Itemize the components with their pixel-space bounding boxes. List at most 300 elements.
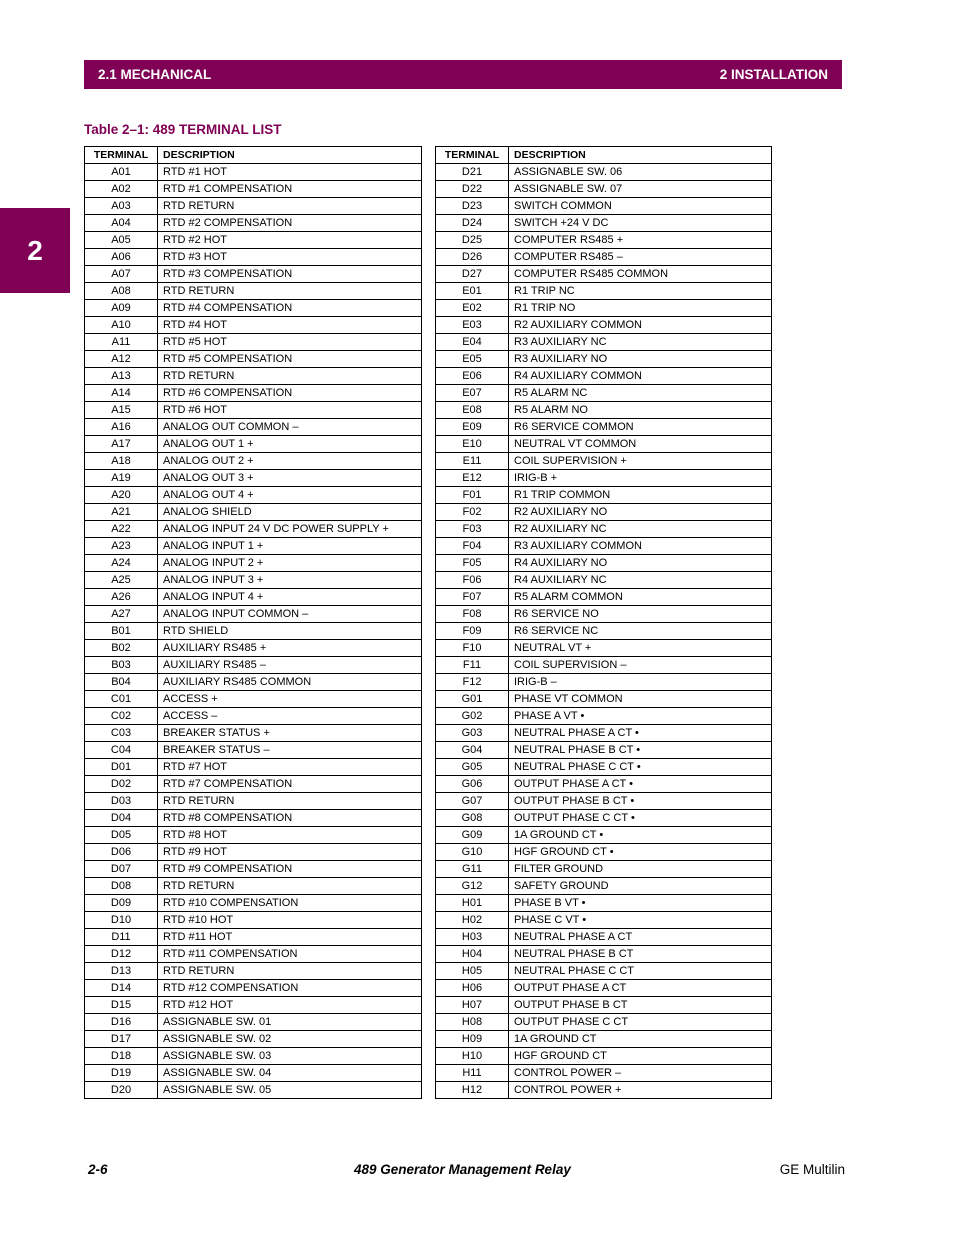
table-row xyxy=(85,742,422,759)
description-cell: OUTPUT PHASE C CT • xyxy=(509,810,772,827)
terminal-cell: H12 xyxy=(436,1082,509,1099)
table-row xyxy=(436,742,772,759)
table-row xyxy=(85,555,422,572)
table-row xyxy=(436,164,772,181)
description-cell: RTD #4 HOT xyxy=(158,317,422,334)
table-body xyxy=(436,164,772,1099)
column-header-terminal: TERMINAL xyxy=(436,147,509,164)
description-cell: HGF GROUND CT • xyxy=(509,844,772,861)
table-row xyxy=(85,487,422,504)
terminal-cell: H02 xyxy=(436,912,509,929)
description-cell: ANALOG OUT 4 + xyxy=(158,487,422,504)
description-cell: RTD RETURN xyxy=(158,793,422,810)
table-row xyxy=(85,470,422,487)
column-header-terminal: TERMINAL xyxy=(85,147,158,164)
table-row xyxy=(85,215,422,232)
terminal-cell: D12 xyxy=(85,946,158,963)
terminal-cell: A01 xyxy=(85,164,158,181)
terminal-cell: F10 xyxy=(436,640,509,657)
description-cell: RTD SHIELD xyxy=(158,623,422,640)
terminal-cell: F05 xyxy=(436,555,509,572)
description-cell: ANALOG INPUT 4 + xyxy=(158,589,422,606)
terminal-cell: A10 xyxy=(85,317,158,334)
table-row xyxy=(436,181,772,198)
table-row xyxy=(85,351,422,368)
table-row xyxy=(85,1031,422,1048)
terminal-cell: E12 xyxy=(436,470,509,487)
table-row xyxy=(436,334,772,351)
terminal-cell: A08 xyxy=(85,283,158,300)
description-cell: RTD #2 COMPENSATION xyxy=(158,215,422,232)
description-cell: R3 AUXILIARY NO xyxy=(509,351,772,368)
terminal-cell: D09 xyxy=(85,895,158,912)
description-cell: BREAKER STATUS – xyxy=(158,742,422,759)
terminal-cell: D08 xyxy=(85,878,158,895)
terminal-cell: F09 xyxy=(436,623,509,640)
terminal-cell: B04 xyxy=(85,674,158,691)
description-cell: RTD #12 HOT xyxy=(158,997,422,1014)
description-cell: RTD #3 COMPENSATION xyxy=(158,266,422,283)
terminal-cell: D01 xyxy=(85,759,158,776)
document-title: 489 Generator Management Relay xyxy=(354,1162,571,1177)
terminal-cell: G10 xyxy=(436,844,509,861)
table-row xyxy=(85,997,422,1014)
terminal-cell: A07 xyxy=(85,266,158,283)
description-cell: RTD #9 COMPENSATION xyxy=(158,861,422,878)
description-cell: R5 ALARM NO xyxy=(509,402,772,419)
table-row xyxy=(85,657,422,674)
table-row xyxy=(436,198,772,215)
terminal-cell: A05 xyxy=(85,232,158,249)
terminal-cell: A27 xyxy=(85,606,158,623)
chapter-tab xyxy=(0,208,70,293)
terminal-cell: E08 xyxy=(436,402,509,419)
table-row xyxy=(85,980,422,997)
description-cell: CONTROL POWER + xyxy=(509,1082,772,1099)
section-title: 2.1 MECHANICAL xyxy=(98,67,212,82)
table-row xyxy=(436,317,772,334)
table-row xyxy=(85,283,422,300)
description-cell: RTD #8 HOT xyxy=(158,827,422,844)
terminal-cell: E11 xyxy=(436,453,509,470)
terminal-cell: H01 xyxy=(436,895,509,912)
terminal-cell: H11 xyxy=(436,1065,509,1082)
terminal-cell: D15 xyxy=(85,997,158,1014)
terminal-cell: F12 xyxy=(436,674,509,691)
terminal-cell: D11 xyxy=(85,929,158,946)
terminal-cell: D13 xyxy=(85,963,158,980)
table-row xyxy=(436,878,772,895)
description-cell: ANALOG SHIELD xyxy=(158,504,422,521)
terminal-cell: D27 xyxy=(436,266,509,283)
description-cell: R2 AUXILIARY NO xyxy=(509,504,772,521)
description-cell: RTD #12 COMPENSATION xyxy=(158,980,422,997)
terminal-cell: A04 xyxy=(85,215,158,232)
description-cell: RTD #11 COMPENSATION xyxy=(158,946,422,963)
table-header-row xyxy=(85,147,422,164)
column-header-description: DESCRIPTION xyxy=(509,147,772,164)
terminal-cell: H07 xyxy=(436,997,509,1014)
description-cell: COMPUTER RS485 – xyxy=(509,249,772,266)
table-row xyxy=(436,572,772,589)
table-row xyxy=(436,980,772,997)
terminal-cell: A11 xyxy=(85,334,158,351)
terminal-cell: A23 xyxy=(85,538,158,555)
description-cell: RTD #5 HOT xyxy=(158,334,422,351)
description-cell: ASSIGNABLE SW. 06 xyxy=(509,164,772,181)
terminal-cell: E07 xyxy=(436,385,509,402)
terminal-cell: E09 xyxy=(436,419,509,436)
terminal-cell: F03 xyxy=(436,521,509,538)
description-cell: RTD #7 HOT xyxy=(158,759,422,776)
description-cell: COMPUTER RS485 COMMON xyxy=(509,266,772,283)
description-cell: NEUTRAL PHASE A CT xyxy=(509,929,772,946)
table-row xyxy=(436,793,772,810)
terminal-cell: E03 xyxy=(436,317,509,334)
description-cell: RTD #2 HOT xyxy=(158,232,422,249)
terminal-cell: H09 xyxy=(436,1031,509,1048)
terminal-cell: A18 xyxy=(85,453,158,470)
terminal-cell: D17 xyxy=(85,1031,158,1048)
terminal-cell: F01 xyxy=(436,487,509,504)
description-cell: ASSIGNABLE SW. 04 xyxy=(158,1065,422,1082)
table-row xyxy=(436,1065,772,1082)
description-cell: NEUTRAL PHASE B CT xyxy=(509,946,772,963)
description-cell: ANALOG OUT COMMON – xyxy=(158,419,422,436)
page-number: 2-6 xyxy=(88,1162,108,1177)
terminal-cell: D07 xyxy=(85,861,158,878)
table-row xyxy=(85,776,422,793)
terminal-cell: A19 xyxy=(85,470,158,487)
terminal-cell: D23 xyxy=(436,198,509,215)
terminal-cell: E01 xyxy=(436,283,509,300)
description-cell: PHASE A VT • xyxy=(509,708,772,725)
table-row xyxy=(436,453,772,470)
terminal-cell: G05 xyxy=(436,759,509,776)
description-cell: R1 TRIP COMMON xyxy=(509,487,772,504)
table-row xyxy=(436,538,772,555)
description-cell: RTD RETURN xyxy=(158,368,422,385)
table-row xyxy=(85,317,422,334)
table-row xyxy=(85,368,422,385)
terminal-cell: G12 xyxy=(436,878,509,895)
terminal-cell: F08 xyxy=(436,606,509,623)
description-cell: PHASE VT COMMON xyxy=(509,691,772,708)
table-row xyxy=(436,861,772,878)
terminal-cell: E10 xyxy=(436,436,509,453)
table-header-row xyxy=(436,147,772,164)
table-row xyxy=(436,1014,772,1031)
terminal-cell: F02 xyxy=(436,504,509,521)
table-row xyxy=(436,470,772,487)
description-cell: R6 SERVICE COMMON xyxy=(509,419,772,436)
terminal-cell: E06 xyxy=(436,368,509,385)
terminal-cell: E04 xyxy=(436,334,509,351)
terminal-cell: A06 xyxy=(85,249,158,266)
table-row xyxy=(85,861,422,878)
terminal-cell: A20 xyxy=(85,487,158,504)
terminal-cell: G04 xyxy=(436,742,509,759)
table-row xyxy=(436,1048,772,1065)
table-row xyxy=(436,436,772,453)
terminal-cell: G06 xyxy=(436,776,509,793)
description-cell: R6 SERVICE NC xyxy=(509,623,772,640)
terminal-cell: C03 xyxy=(85,725,158,742)
table-row xyxy=(85,929,422,946)
table-row xyxy=(85,827,422,844)
terminal-cell: A03 xyxy=(85,198,158,215)
terminal-cell: D14 xyxy=(85,980,158,997)
description-cell: R1 TRIP NC xyxy=(509,283,772,300)
table-row xyxy=(436,623,772,640)
table-row xyxy=(85,521,422,538)
table-row xyxy=(85,963,422,980)
description-cell: PHASE C VT • xyxy=(509,912,772,929)
description-cell: RTD #6 HOT xyxy=(158,402,422,419)
description-cell: RTD RETURN xyxy=(158,283,422,300)
table-row xyxy=(85,334,422,351)
description-cell: RTD #4 COMPENSATION xyxy=(158,300,422,317)
description-cell: ANALOG INPUT 3 + xyxy=(158,572,422,589)
terminal-cell: G11 xyxy=(436,861,509,878)
table-row xyxy=(85,300,422,317)
table-row xyxy=(85,895,422,912)
table-row xyxy=(436,946,772,963)
description-cell: AUXILIARY RS485 – xyxy=(158,657,422,674)
terminal-cell: D03 xyxy=(85,793,158,810)
description-cell: RTD #1 HOT xyxy=(158,164,422,181)
description-cell: R2 AUXILIARY NC xyxy=(509,521,772,538)
description-cell: OUTPUT PHASE A CT xyxy=(509,980,772,997)
description-cell: NEUTRAL PHASE C CT xyxy=(509,963,772,980)
terminal-cell: D04 xyxy=(85,810,158,827)
terminal-cell: A02 xyxy=(85,181,158,198)
terminal-cell: A17 xyxy=(85,436,158,453)
table-row xyxy=(436,759,772,776)
table-row xyxy=(436,895,772,912)
description-cell: R4 AUXILIARY NC xyxy=(509,572,772,589)
table-row xyxy=(85,912,422,929)
description-cell: SAFETY GROUND xyxy=(509,878,772,895)
table-row xyxy=(436,844,772,861)
table-row xyxy=(85,691,422,708)
table-row xyxy=(85,181,422,198)
description-cell: 1A GROUND CT • xyxy=(509,827,772,844)
description-cell: RTD RETURN xyxy=(158,963,422,980)
table-row xyxy=(85,725,422,742)
table-row xyxy=(436,1031,772,1048)
description-cell: SWITCH COMMON xyxy=(509,198,772,215)
company-name: GE Multilin xyxy=(779,1162,845,1177)
table-caption: Table 2–1: 489 TERMINAL LIST xyxy=(84,122,282,137)
table-row xyxy=(436,725,772,742)
terminal-table-right xyxy=(435,146,772,1099)
terminal-cell: A12 xyxy=(85,351,158,368)
terminal-cell: C04 xyxy=(85,742,158,759)
description-cell: R6 SERVICE NO xyxy=(509,606,772,623)
description-cell: OUTPUT PHASE B CT • xyxy=(509,793,772,810)
terminal-cell: A25 xyxy=(85,572,158,589)
column-header-description: DESCRIPTION xyxy=(158,147,422,164)
table-row xyxy=(85,606,422,623)
table-row xyxy=(85,759,422,776)
description-cell: R3 AUXILIARY COMMON xyxy=(509,538,772,555)
table-row xyxy=(436,776,772,793)
table-row xyxy=(436,708,772,725)
terminal-cell: D22 xyxy=(436,181,509,198)
description-cell: ANALOG OUT 1 + xyxy=(158,436,422,453)
table-row xyxy=(436,266,772,283)
table-row xyxy=(85,402,422,419)
description-cell: PHASE B VT • xyxy=(509,895,772,912)
terminal-cell: D10 xyxy=(85,912,158,929)
terminal-cell: A24 xyxy=(85,555,158,572)
description-cell: OUTPUT PHASE B CT xyxy=(509,997,772,1014)
description-cell: RTD #6 COMPENSATION xyxy=(158,385,422,402)
table-row xyxy=(436,521,772,538)
description-cell: R4 AUXILIARY COMMON xyxy=(509,368,772,385)
terminal-cell: F11 xyxy=(436,657,509,674)
description-cell: NEUTRAL PHASE B CT • xyxy=(509,742,772,759)
description-cell: SWITCH +24 V DC xyxy=(509,215,772,232)
description-cell: IRIG-B – xyxy=(509,674,772,691)
terminal-cell: B01 xyxy=(85,623,158,640)
table-row xyxy=(85,1082,422,1099)
table-row xyxy=(436,606,772,623)
table-row xyxy=(85,249,422,266)
description-cell: NEUTRAL VT + xyxy=(509,640,772,657)
description-cell: RTD #1 COMPENSATION xyxy=(158,181,422,198)
terminal-cell: C01 xyxy=(85,691,158,708)
table-row xyxy=(436,963,772,980)
table-row xyxy=(436,402,772,419)
terminal-table-left xyxy=(84,146,422,1099)
terminal-cell: G03 xyxy=(436,725,509,742)
terminal-cell: A09 xyxy=(85,300,158,317)
table-row xyxy=(436,997,772,1014)
terminal-cell: A13 xyxy=(85,368,158,385)
description-cell: RTD RETURN xyxy=(158,878,422,895)
table-row xyxy=(85,164,422,181)
description-cell: RTD #10 COMPENSATION xyxy=(158,895,422,912)
description-cell: ASSIGNABLE SW. 07 xyxy=(509,181,772,198)
table-row xyxy=(436,300,772,317)
table-row xyxy=(85,232,422,249)
description-cell: COIL SUPERVISION + xyxy=(509,453,772,470)
table-row xyxy=(85,844,422,861)
table-row xyxy=(85,453,422,470)
description-cell: ASSIGNABLE SW. 01 xyxy=(158,1014,422,1031)
terminal-cell: A21 xyxy=(85,504,158,521)
terminal-cell: D18 xyxy=(85,1048,158,1065)
terminal-cell: C02 xyxy=(85,708,158,725)
table-row xyxy=(85,623,422,640)
table-row xyxy=(436,283,772,300)
terminal-cell: H04 xyxy=(436,946,509,963)
terminal-cell: A14 xyxy=(85,385,158,402)
table-row xyxy=(436,657,772,674)
table-row xyxy=(85,198,422,215)
description-cell: ANALOG OUT 2 + xyxy=(158,453,422,470)
description-cell: AUXILIARY RS485 + xyxy=(158,640,422,657)
table-row xyxy=(85,385,422,402)
description-cell: NEUTRAL PHASE C CT • xyxy=(509,759,772,776)
terminal-cell: G07 xyxy=(436,793,509,810)
table-row xyxy=(85,504,422,521)
table-row xyxy=(85,419,422,436)
description-cell: NEUTRAL PHASE A CT • xyxy=(509,725,772,742)
description-cell: ANALOG INPUT 24 V DC POWER SUPPLY + xyxy=(158,521,422,538)
table-row xyxy=(436,249,772,266)
description-cell: NEUTRAL VT COMMON xyxy=(509,436,772,453)
description-cell: ANALOG INPUT COMMON – xyxy=(158,606,422,623)
table-row xyxy=(85,708,422,725)
terminal-cell: D16 xyxy=(85,1014,158,1031)
description-cell: COIL SUPERVISION – xyxy=(509,657,772,674)
terminal-cell: A26 xyxy=(85,589,158,606)
description-cell: OUTPUT PHASE C CT xyxy=(509,1014,772,1031)
terminal-cell: D02 xyxy=(85,776,158,793)
description-cell: ACCESS + xyxy=(158,691,422,708)
description-cell: RTD #10 HOT xyxy=(158,912,422,929)
description-cell: ASSIGNABLE SW. 05 xyxy=(158,1082,422,1099)
terminal-cell: B02 xyxy=(85,640,158,657)
table-row xyxy=(85,589,422,606)
table-row xyxy=(85,674,422,691)
table-row xyxy=(436,912,772,929)
terminal-cell: D24 xyxy=(436,215,509,232)
description-cell: R3 AUXILIARY NC xyxy=(509,334,772,351)
description-cell: FILTER GROUND xyxy=(509,861,772,878)
description-cell: ASSIGNABLE SW. 03 xyxy=(158,1048,422,1065)
description-cell: RTD #9 HOT xyxy=(158,844,422,861)
table-row xyxy=(85,572,422,589)
description-cell: COMPUTER RS485 + xyxy=(509,232,772,249)
table-row xyxy=(85,1048,422,1065)
terminal-cell: E02 xyxy=(436,300,509,317)
table-row xyxy=(436,368,772,385)
terminal-cell: D19 xyxy=(85,1065,158,1082)
table-row xyxy=(436,691,772,708)
description-cell: R5 ALARM NC xyxy=(509,385,772,402)
terminal-cell: D26 xyxy=(436,249,509,266)
description-cell: AUXILIARY RS485 COMMON xyxy=(158,674,422,691)
table-row xyxy=(436,487,772,504)
description-cell: ANALOG INPUT 2 + xyxy=(158,555,422,572)
table-row xyxy=(436,555,772,572)
description-cell: ASSIGNABLE SW. 02 xyxy=(158,1031,422,1048)
description-cell: CONTROL POWER – xyxy=(509,1065,772,1082)
table-row xyxy=(85,436,422,453)
table-row xyxy=(85,878,422,895)
terminal-cell: G02 xyxy=(436,708,509,725)
terminal-cell: D05 xyxy=(85,827,158,844)
terminal-cell: F04 xyxy=(436,538,509,555)
terminal-cell: F07 xyxy=(436,589,509,606)
description-cell: RTD #7 COMPENSATION xyxy=(158,776,422,793)
description-cell: BREAKER STATUS + xyxy=(158,725,422,742)
table-row xyxy=(85,538,422,555)
terminal-cell: A15 xyxy=(85,402,158,419)
table-row xyxy=(436,929,772,946)
terminal-cell: G08 xyxy=(436,810,509,827)
table-row xyxy=(436,215,772,232)
description-cell: IRIG-B + xyxy=(509,470,772,487)
terminal-cell: A22 xyxy=(85,521,158,538)
description-cell: 1A GROUND CT xyxy=(509,1031,772,1048)
terminal-cell: G09 xyxy=(436,827,509,844)
chapter-title: 2 INSTALLATION xyxy=(719,67,828,82)
